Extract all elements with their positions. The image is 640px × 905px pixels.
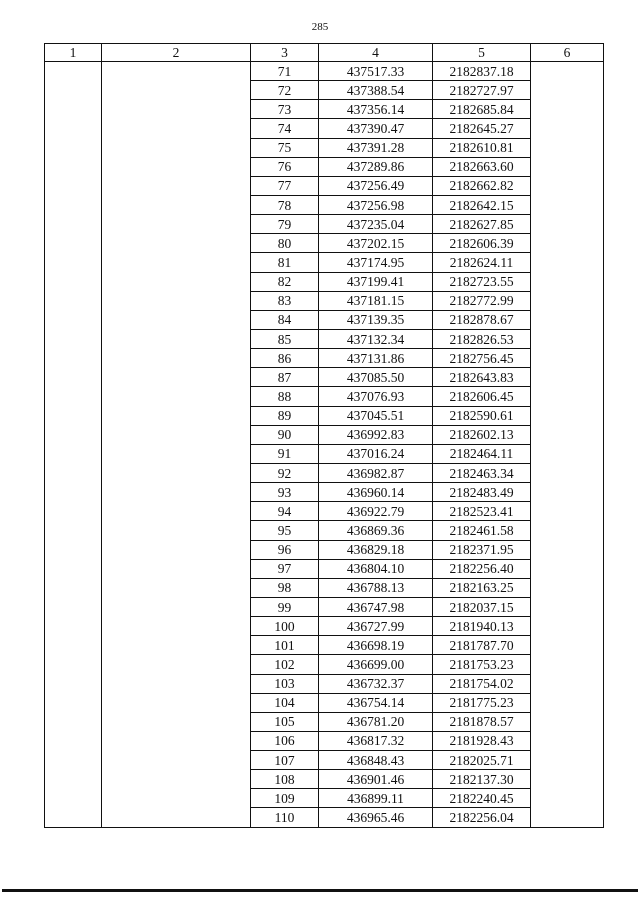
coord-x: 437045.51 xyxy=(319,406,433,425)
point-number: 75 xyxy=(251,138,319,157)
point-number: 83 xyxy=(251,291,319,310)
coord-y: 2181775.23 xyxy=(433,693,531,712)
table-body xyxy=(45,62,604,828)
coord-y: 2182756.45 xyxy=(433,349,531,368)
coord-x: 436788.13 xyxy=(319,578,433,597)
coord-y: 2182663.60 xyxy=(433,157,531,176)
header-col-4: 4 xyxy=(319,44,433,62)
coord-y: 2182463.34 xyxy=(433,463,531,482)
header-col-6: 6 xyxy=(531,44,604,62)
header-col-1: 1 xyxy=(45,44,102,62)
point-number: 79 xyxy=(251,215,319,234)
header-col-3: 3 xyxy=(251,44,319,62)
coord-x: 437256.98 xyxy=(319,195,433,214)
header-col-5: 5 xyxy=(433,44,531,62)
point-number: 89 xyxy=(251,406,319,425)
coord-x: 437085.50 xyxy=(319,368,433,387)
point-number: 106 xyxy=(251,731,319,750)
coord-x: 436804.10 xyxy=(319,559,433,578)
point-number: 91 xyxy=(251,444,319,463)
coord-x: 436781.20 xyxy=(319,712,433,731)
col-1-merged xyxy=(45,62,102,828)
coord-x: 437517.33 xyxy=(319,62,433,81)
coord-y: 2182240.45 xyxy=(433,789,531,808)
coord-x: 437131.86 xyxy=(319,349,433,368)
coord-y: 2182137.30 xyxy=(433,770,531,789)
coord-y: 2181940.13 xyxy=(433,617,531,636)
coord-x: 437391.28 xyxy=(319,138,433,157)
coord-x: 436899.11 xyxy=(319,789,433,808)
coord-x: 436965.46 xyxy=(319,808,433,827)
coord-y: 2181753.23 xyxy=(433,655,531,674)
point-number: 109 xyxy=(251,789,319,808)
coord-x: 436901.46 xyxy=(319,770,433,789)
point-number: 77 xyxy=(251,176,319,195)
point-number: 81 xyxy=(251,253,319,272)
coord-y: 2181787.70 xyxy=(433,636,531,655)
coord-x: 436982.87 xyxy=(319,463,433,482)
coord-x: 437181.15 xyxy=(319,291,433,310)
coord-y: 2182464.11 xyxy=(433,444,531,463)
coord-y: 2182590.61 xyxy=(433,406,531,425)
coord-y: 2182662.82 xyxy=(433,176,531,195)
point-number: 86 xyxy=(251,349,319,368)
coord-y: 2182602.13 xyxy=(433,425,531,444)
coord-y: 2182256.40 xyxy=(433,559,531,578)
coord-y: 2182523.41 xyxy=(433,502,531,521)
point-number: 72 xyxy=(251,81,319,100)
point-number: 80 xyxy=(251,234,319,253)
coord-y: 2182645.27 xyxy=(433,119,531,138)
coordinates-table xyxy=(44,43,604,828)
point-number: 92 xyxy=(251,463,319,482)
col-2-merged xyxy=(102,62,251,828)
header-col-2: 2 xyxy=(102,44,251,62)
point-number: 96 xyxy=(251,540,319,559)
point-number: 74 xyxy=(251,119,319,138)
coord-x: 437390.47 xyxy=(319,119,433,138)
coord-x: 436699.00 xyxy=(319,655,433,674)
point-number: 110 xyxy=(251,808,319,827)
coord-x: 437388.54 xyxy=(319,81,433,100)
coord-x: 436747.98 xyxy=(319,597,433,616)
point-number: 102 xyxy=(251,655,319,674)
coord-y: 2182461.58 xyxy=(433,521,531,540)
coord-x: 436922.79 xyxy=(319,502,433,521)
coord-y: 2182642.15 xyxy=(433,195,531,214)
point-number: 101 xyxy=(251,636,319,655)
page-number: 285 xyxy=(311,21,329,33)
point-number: 107 xyxy=(251,751,319,770)
coord-y: 2182025.71 xyxy=(433,751,531,770)
point-number: 76 xyxy=(251,157,319,176)
coord-y: 2182606.45 xyxy=(433,387,531,406)
coord-x: 437256.49 xyxy=(319,176,433,195)
point-number: 90 xyxy=(251,425,319,444)
coord-y: 2182256.04 xyxy=(433,808,531,827)
coord-y: 2182723.55 xyxy=(433,272,531,291)
coord-y: 2182727.97 xyxy=(433,81,531,100)
coord-x: 436698.19 xyxy=(319,636,433,655)
coord-y: 2182610.81 xyxy=(433,138,531,157)
header-row xyxy=(45,44,604,62)
point-number: 71 xyxy=(251,62,319,81)
point-number: 100 xyxy=(251,617,319,636)
coord-y: 2181754.02 xyxy=(433,674,531,693)
coord-y: 2182643.83 xyxy=(433,368,531,387)
coord-y: 2182878.67 xyxy=(433,310,531,329)
coord-y: 2182037.15 xyxy=(433,597,531,616)
point-number: 98 xyxy=(251,578,319,597)
coord-x: 436727.99 xyxy=(319,617,433,636)
coord-x: 437076.93 xyxy=(319,387,433,406)
point-number: 97 xyxy=(251,559,319,578)
coord-y: 2182371.95 xyxy=(433,540,531,559)
coord-x: 437289.86 xyxy=(319,157,433,176)
coord-y: 2182627.85 xyxy=(433,215,531,234)
coord-x: 436848.43 xyxy=(319,751,433,770)
coord-x: 436992.83 xyxy=(319,425,433,444)
coord-y: 2182606.39 xyxy=(433,234,531,253)
point-number: 104 xyxy=(251,693,319,712)
coord-x: 437139.35 xyxy=(319,310,433,329)
coord-y: 2182772.99 xyxy=(433,291,531,310)
coord-y: 2182685.84 xyxy=(433,100,531,119)
coord-x: 436754.14 xyxy=(319,693,433,712)
coord-x: 437016.24 xyxy=(319,444,433,463)
point-number: 84 xyxy=(251,310,319,329)
coord-x: 437202.15 xyxy=(319,234,433,253)
point-number: 87 xyxy=(251,368,319,387)
coord-x: 436869.36 xyxy=(319,521,433,540)
coord-x: 436732.37 xyxy=(319,674,433,693)
coord-y: 2182826.53 xyxy=(433,329,531,348)
col-6-merged xyxy=(531,62,604,828)
point-number: 78 xyxy=(251,195,319,214)
point-number: 93 xyxy=(251,483,319,502)
coord-y: 2182837.18 xyxy=(433,62,531,81)
point-number: 73 xyxy=(251,100,319,119)
point-number: 85 xyxy=(251,329,319,348)
coord-x: 437199.41 xyxy=(319,272,433,291)
point-number: 94 xyxy=(251,502,319,521)
point-number: 108 xyxy=(251,770,319,789)
coord-y: 2182624.11 xyxy=(433,253,531,272)
coord-y: 2182163.25 xyxy=(433,578,531,597)
coord-y: 2181928.43 xyxy=(433,731,531,750)
coord-x: 437235.04 xyxy=(319,215,433,234)
point-number: 99 xyxy=(251,597,319,616)
coord-x: 437132.34 xyxy=(319,329,433,348)
coord-x: 436960.14 xyxy=(319,483,433,502)
point-number: 103 xyxy=(251,674,319,693)
bottom-rule xyxy=(2,889,638,892)
point-number: 82 xyxy=(251,272,319,291)
coord-x: 437174.95 xyxy=(319,253,433,272)
point-number: 105 xyxy=(251,712,319,731)
coord-y: 2182483.49 xyxy=(433,483,531,502)
point-number: 95 xyxy=(251,521,319,540)
point-number: 88 xyxy=(251,387,319,406)
table-row xyxy=(45,62,604,81)
coord-x: 436817.32 xyxy=(319,731,433,750)
coord-x: 436829.18 xyxy=(319,540,433,559)
coord-y: 2181878.57 xyxy=(433,712,531,731)
coord-x: 437356.14 xyxy=(319,100,433,119)
